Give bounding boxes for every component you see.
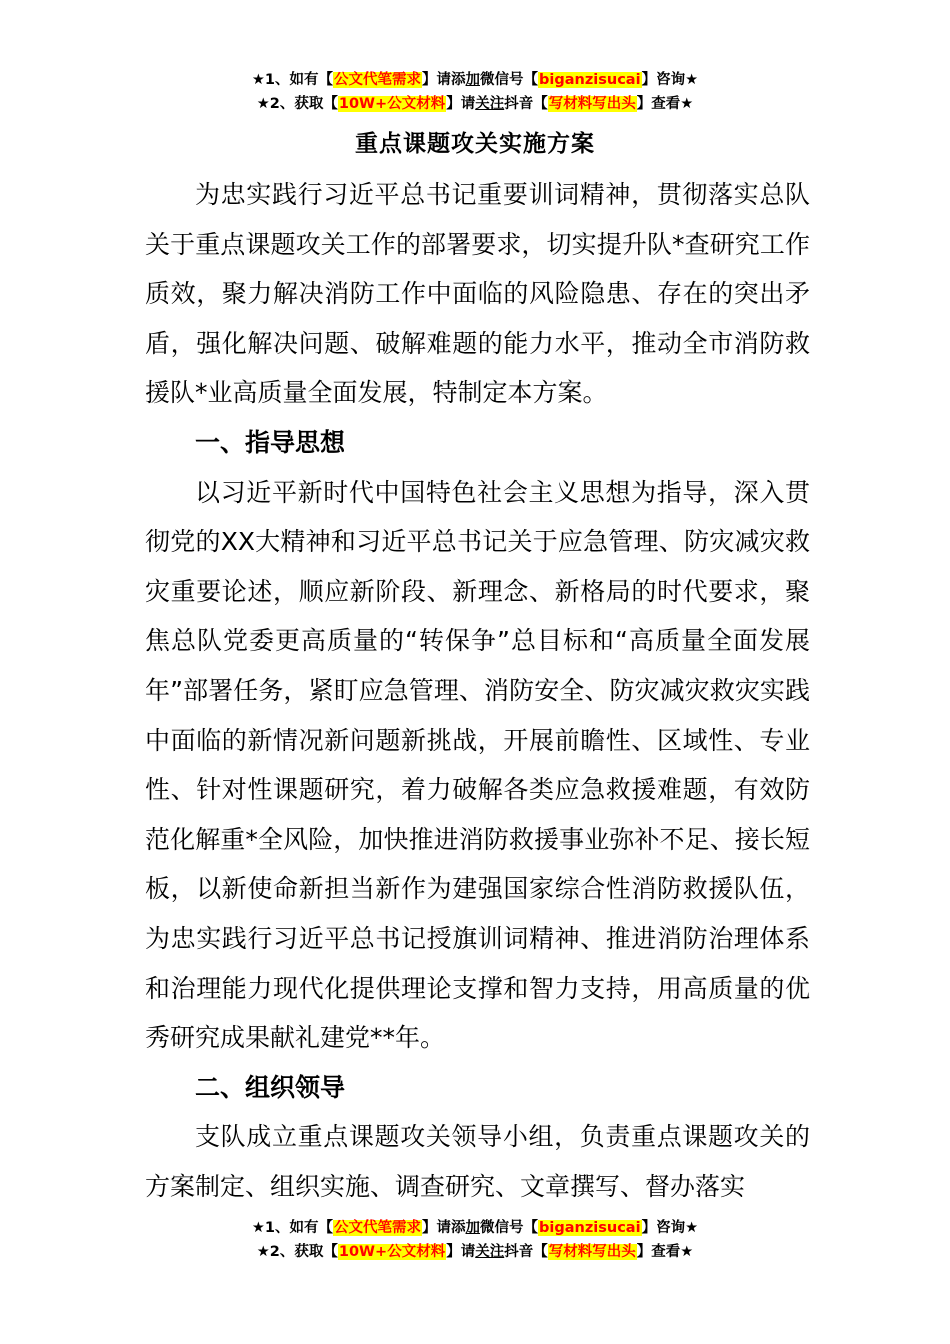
document-body — [145, 170, 810, 1211]
banner-text: 抖音【 — [504, 96, 548, 112]
banner-text: 】请添 — [422, 72, 466, 88]
highlight-materials: 10W+公文材料 — [338, 1244, 446, 1260]
banner-text: ★1、如有【 — [251, 1220, 334, 1236]
highlight-wechat-id: biganzisucai — [539, 1220, 641, 1236]
banner-line-2 — [0, 1240, 950, 1264]
banner-emphasis: 关注 — [475, 96, 505, 112]
banner-text: 微信号【 — [480, 1220, 539, 1236]
top-banner — [0, 68, 950, 116]
banner-text: ★1、如有【 — [251, 72, 334, 88]
highlight-service: 公文代笔需求 — [334, 72, 422, 88]
banner-text: 】咨询★ — [641, 1220, 699, 1236]
section-heading-1: 一、指导思想 — [195, 427, 346, 457]
intro-paragraph: 为忠实践行习近平总书记重要训词精神，贯彻落实总队关于重点课题攻关工作的部署要求，切实提升队*查研究工作质效，聚力解决消防工作中面临的风险隐患、存在的突出矛盾，强化解决问题、破解难题的能力水平，推动全市消防救援队*业高质量全面发展，特制定本方案。 — [145, 180, 810, 408]
banner-text: ★2、获取【 — [256, 96, 338, 112]
banner-emphasis: 关注 — [475, 1244, 505, 1260]
banner-text: 】查看★ — [636, 96, 694, 112]
section-heading-2: 二、组织领导 — [195, 1072, 346, 1102]
highlight-douyin-id: 写材料写出头 — [548, 96, 636, 112]
section-paragraph-1: 以习近平新时代中国特色社会主义思想为指导，深入贯彻党的XX大精神和习近平总书记关于应急管理、防灾减灾救灾重要论述，顺应新阶段、新理念、新格局的时代要求，聚焦总队党委更高质量的“转保争”总目标和“高质量全面发展年”部署任务，紧盯应急管理、消防安全、防灾减灾救灾实践中面临的新情况新问题新挑战，开展前瞻性、区域性、专业性、针对性课题研究，着力破解各类应急救援难题，有效防范化解重*全风险，加快推进消防救援事业弥补不足、接长短板，以新使命新担当新作为建强国家综合性消防救援队伍，为忠实践行习近平总书记授旗训词精神、推进消防治理体系和治理能力现代化提供理论支撑和智力支持，用高质量的优秀研究成果献礼建党**年。 — [145, 477, 810, 1053]
highlight-douyin-id: 写材料写出头 — [548, 1244, 636, 1260]
banner-text: 】咨询★ — [641, 72, 699, 88]
banner-text: 】查看★ — [636, 1244, 694, 1260]
banner-emphasis: 加 — [465, 1220, 481, 1236]
banner-text: 】请添 — [422, 1220, 466, 1236]
banner-text: 微信号【 — [480, 72, 539, 88]
banner-line-1 — [0, 68, 950, 92]
highlight-wechat-id: biganzisucai — [539, 72, 641, 88]
highlight-service: 公文代笔需求 — [334, 1220, 422, 1236]
banner-line-1 — [0, 1216, 950, 1240]
highlight-materials: 10W+公文材料 — [338, 96, 446, 112]
banner-text: 抖音【 — [504, 1244, 548, 1260]
document-title: 重点课题攻关实施方案 — [355, 131, 595, 157]
banner-text: ★2、获取【 — [256, 1244, 338, 1260]
bottom-banner — [0, 1216, 950, 1264]
banner-text: 】请 — [446, 1244, 476, 1260]
banner-text: 】请 — [446, 96, 476, 112]
banner-line-2 — [0, 92, 950, 116]
section-paragraph-2: 支队成立重点课题攻关领导小组，负责重点课题攻关的方案制定、组织实施、调查研究、文章撰写、督办落实 — [145, 1122, 810, 1201]
banner-emphasis: 加 — [465, 72, 481, 88]
